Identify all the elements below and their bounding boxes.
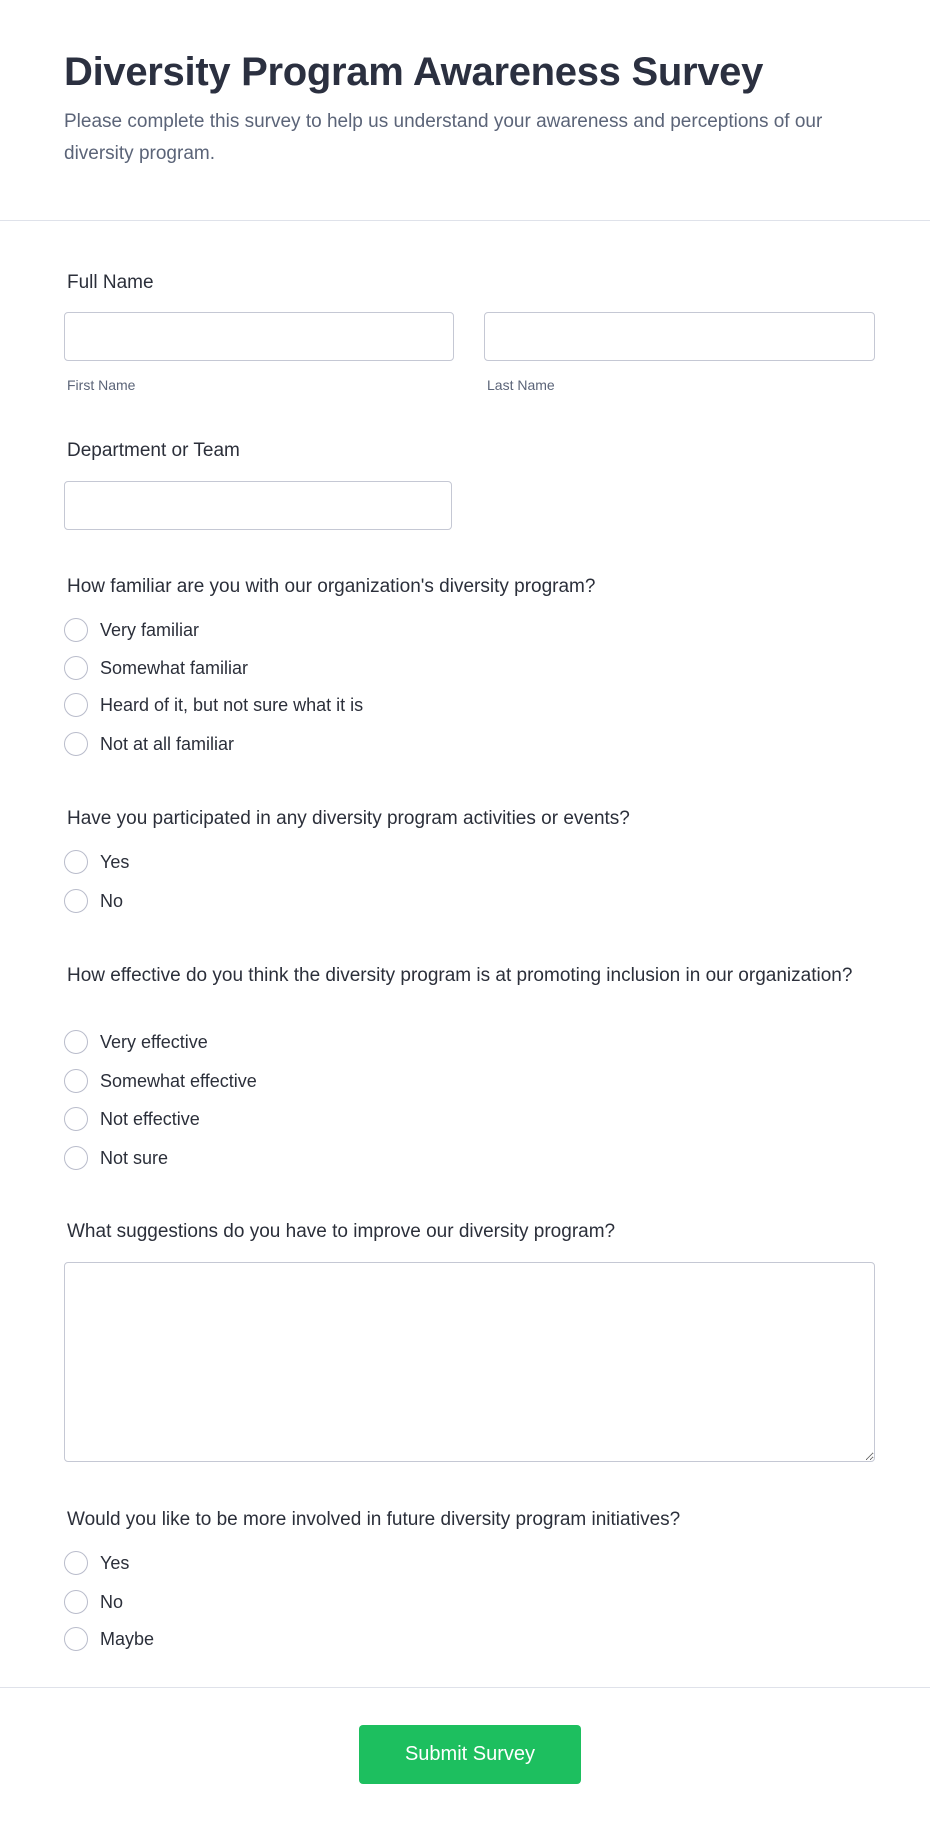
q3-option[interactable] [64, 1029, 208, 1055]
q5-option[interactable] [64, 1589, 123, 1615]
q3-label: How effective do you think the diversity program is at promoting inclusion in our organization? [67, 965, 853, 986]
q5-label: Would you like to be more involved in future diversity program initiatives? [67, 1509, 681, 1530]
q2-option[interactable] [64, 849, 129, 875]
radio-label: Heard of it, but not sure what it is [100, 694, 364, 715]
first-name-input[interactable] [64, 312, 454, 361]
full-name-label: Full Name [67, 272, 154, 293]
q3-option[interactable] [64, 1068, 257, 1094]
q1-label: How familiar are you with our organization's diversity program? [67, 576, 596, 597]
page-title: Diversity Program Awareness Survey [64, 50, 764, 94]
q1-option[interactable] [64, 655, 248, 681]
radio-button[interactable] [64, 693, 88, 717]
radio-button[interactable] [64, 1627, 88, 1651]
radio-label: Very familiar [100, 619, 200, 640]
q2-option[interactable] [64, 888, 123, 914]
radio-label: Yes [100, 1552, 130, 1573]
q5-option[interactable] [64, 1626, 154, 1652]
department-input[interactable] [64, 481, 452, 530]
radio-label: Not sure [100, 1147, 169, 1168]
last-name-input[interactable] [484, 312, 875, 361]
radio-button[interactable] [64, 1030, 88, 1054]
radio-label: Maybe [100, 1628, 155, 1649]
radio-button[interactable] [64, 889, 88, 913]
radio-button[interactable] [64, 656, 88, 680]
radio-label: Yes [100, 851, 130, 872]
radio-label: Somewhat familiar [100, 657, 249, 678]
radio-button[interactable] [64, 1069, 88, 1093]
q1-option[interactable] [64, 731, 234, 757]
submit-survey-button[interactable]: Submit Survey [359, 1725, 581, 1784]
radio-label: No [100, 1591, 124, 1612]
first-name-help: First Name [67, 377, 136, 393]
radio-label: Not effective [100, 1108, 200, 1129]
radio-button[interactable] [64, 1146, 88, 1170]
q1-option[interactable] [64, 617, 199, 643]
q5-option[interactable] [64, 1550, 129, 1576]
radio-button[interactable] [64, 618, 88, 642]
radio-button[interactable] [64, 850, 88, 874]
header-divider [0, 220, 930, 221]
radio-label: Very effective [100, 1031, 208, 1052]
q1-option[interactable] [64, 692, 363, 718]
department-label: Department or Team [67, 440, 240, 461]
radio-button[interactable] [64, 1590, 88, 1614]
q4-label: What suggestions do you have to improve our diversity program? [67, 1221, 616, 1242]
suggestions-textarea[interactable] [64, 1262, 875, 1462]
radio-button[interactable] [64, 1107, 88, 1131]
radio-label: No [100, 890, 124, 911]
radio-label: Not at all familiar [100, 733, 235, 754]
radio-button[interactable] [64, 732, 88, 756]
radio-button[interactable] [64, 1551, 88, 1575]
last-name-help: Last Name [487, 377, 555, 393]
q3-option[interactable] [64, 1106, 200, 1132]
radio-label: Somewhat effective [100, 1070, 257, 1091]
q2-label: Have you participated in any diversity program activities or events? [67, 808, 630, 829]
footer-divider [0, 1687, 930, 1688]
page-subtitle: Please complete this survey to help us understand your awareness and perceptions of our diversity program. [64, 111, 823, 164]
q3-option[interactable] [64, 1145, 168, 1171]
